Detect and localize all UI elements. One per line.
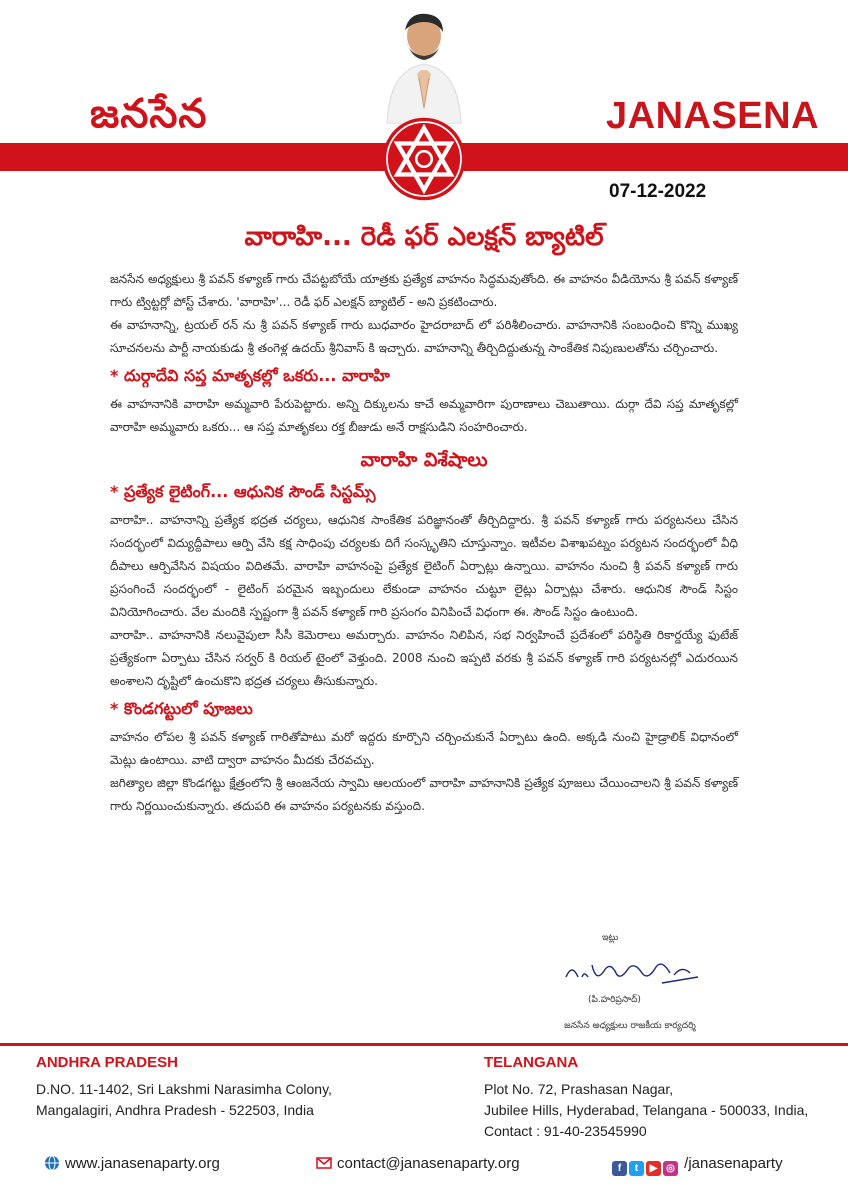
- address-heading-tg: TELANGANA: [484, 1054, 579, 1071]
- section-heading-pooja: * కొండగట్టులో పూజలు: [110, 699, 253, 718]
- address-heading-ap: ANDHRA PRADESH: [36, 1054, 178, 1071]
- letterhead: [0, 0, 848, 215]
- leader-portrait: [377, 8, 471, 124]
- footer-divider: [0, 1043, 848, 1046]
- email-text: contact@janasenaparty.org: [337, 1155, 520, 1172]
- website-link[interactable]: [44, 1155, 220, 1172]
- intro-paragraph-1: జనసేన అధ్యక్షులు శ్రీ పవన్ కళ్యాణ్ గారు చేపట్టబోయే యాత్రకు ప్రత్యేక వాహనం సిద్ధమవుతోంది. ఈ వాహనం వీడియోను శ్రీ పవన్ కళ్యాణ్ గారు ట్విట్టర్లో పోస్ట్ చేశారు. 'వారాహి'... రెడీ ఫర్ ఎలక్షన్ బ్యాటిల్ - అని ప్రకటించారు.: [110, 272, 738, 309]
- lighting-paragraph: వారాహి.. వాహనాన్ని ప్రత్యేక భద్రత చర్యలు, ఆధునిక సాంకేతిక పరిజ్ఞానంతో తీర్చిదిద్దారు. శ్రీ పవన్ కళ్యాణ్ గారు పర్యటనలు చేసిన సందర్భంలో విద్యుద్దీపాలు ఆర్పి వేసి కక్ష సాధింపు చర్యలకు దిగే సంస్కృతిని చూస్తున్నాం. ఇటీవల విశాఖపట్నం పర్యటన సందర్భంలో వీధి దీపాలు ఆర్పివేసిన విషయం విదితమే. వారాహి వాహనంపై ప్రత్యేక లైటింగ్ ఏర్పాట్లు ఉన్నాయి. వాహనం నుంచి శ్రీ పవన్ కళ్యాణ్ గారు ప్రసంగించే సందర్భంలో - లైటింగ్ పరమైన ఇబ్బందులు లేకుండా వాహనం చుట్టూ లైట్లు ఏర్పాట్లు చేశారు. ఆధునిక సౌండ్ సిస్టం వినియోగించారు. వేల మందికి స్పష్టంగా శ్రీ పవన్ కళ్యాణ్ గారి ప్రసంగం వినిపించే విధంగా ఈ. సౌండ్ సిస్టం ఉంటుంది.: [110, 513, 738, 619]
- instagram-icon[interactable]: ◎: [663, 1161, 678, 1176]
- handwritten-signature: [558, 943, 708, 991]
- page-title: వారాహి... రెడీ ఫర్ ఎలక్షన్ బ్యాటిల్: [244, 222, 604, 252]
- website-text: www.janasenaparty.org: [65, 1155, 220, 1172]
- section-heading-varahi: * దుర్గాదేవి సప్త మాతృకల్లో ఒకరు... వారాహి: [110, 366, 390, 385]
- address-line: Jubilee Hills, Hyderabad, Telangana - 500033, India,: [484, 1102, 809, 1118]
- social-handle[interactable]: [612, 1155, 783, 1176]
- kondagattu-paragraph: జగిత్యాల జిల్లా కొండగట్టు క్షేత్రంలోని శ్రీ ఆంజనేయ స్వామి ఆలయంలో వారాహి వాహనానికి ప్రత్యేక పూజలు చేయించాలని శ్రీ పవన్ కళ్యాణ్ గారు నిర్ణయించుకున్నారు. తదుపరి ఈ వాహనం పర్యటనకు వస్తుంది.: [110, 776, 738, 813]
- intro-paragraph-2: ఈ వాహనాన్ని, ట్రయల్ రన్ ను శ్రీ పవన్ కళ్యాణ్ గారు బుధవారం హైదరాబాద్ లో పరిశీలించారు. వాహనానికి సంబంధించి కొన్ని ముఖ్య సూచనలను పార్టీ నాయకుడు శ్రీ తంగెళ్ల ఉదయ్ శ్రీనివాస్ కి ఇచ్చారు. వాహనాన్ని తీర్చిదిద్దుతున్న సాంకేతిక నిపుణులతోను చర్చించారు.: [110, 318, 738, 355]
- section-heading-features: వారాహి విశేషాలు: [360, 449, 488, 471]
- section-heading-lighting: * ప్రత్యేక లైటింగ్... ఆధునిక సౌండ్ సిస్టమ్స్: [110, 482, 376, 501]
- brand-english: JANASENA: [606, 95, 820, 137]
- social-handle-text: /janasenaparty: [684, 1155, 783, 1172]
- header-red-bar-left: [0, 143, 395, 171]
- facebook-icon[interactable]: f: [612, 1161, 627, 1176]
- globe-icon: [44, 1155, 60, 1171]
- closing-text: ఇట్లు: [602, 933, 619, 943]
- vehicle-interior-paragraph: వాహనం లోపల శ్రీ పవన్ కళ్యాణ్ గారితోపాటు మరో ఇద్దరు కూర్చొని చర్చించుకునే ఏర్పాటు ఉంది. అక్కడి నుంచి హైడ్రాలిక్ విధానంలో మెట్లు ఉంటాయి. వాటి ద్వారా వాహనం మీదకు చేరవచ్చు.: [110, 730, 738, 767]
- address-telangana: [484, 1052, 808, 1142]
- header-red-bar-right: [453, 143, 848, 171]
- youtube-icon[interactable]: ▶: [646, 1161, 661, 1176]
- brand-telugu: జనసేన: [90, 90, 208, 137]
- party-emblem-icon: [381, 116, 467, 202]
- address-andhra-pradesh: [36, 1052, 332, 1121]
- address-line: Mangalagiri, Andhra Pradesh - 522503, India: [36, 1102, 314, 1118]
- twitter-icon[interactable]: t: [629, 1161, 644, 1176]
- signatory-name: (పి.హరిప్రసాద్): [588, 995, 641, 1005]
- signatory-designation: జనసేన అధ్యక్షులు రాజకీయ కార్యదర్శి: [564, 1021, 696, 1031]
- press-release-date: 07-12-2022: [609, 181, 707, 202]
- address-line: Plot No. 72, Prashasan Nagar,: [484, 1081, 674, 1097]
- cctv-paragraph: వారాహి.. వాహనానికి నలువైపులా సీసీ కెమెరాలు అమర్చారు. వాహనం నిలిపిన, సభ నిర్వహించే ప్రదేశంలో పరిస్థితి రికార్డయ్యే ఫుటేజ్ ప్రత్యేకంగా ఏర్పాటు చేసిన సర్వర్ కి రియల్ టైంలో వెళ్తుంది. 2008 నుంచి ఇప్పటి వరకు శ్రీ పవన్ కళ్యాణ్ గారి పర్యటనల్లో ఎదురయిన అంశాలని దృష్టిలో ఉంచుకొని భద్రత చర్యలు తీసుకున్నారు.: [110, 628, 738, 688]
- email-link[interactable]: [316, 1155, 520, 1172]
- address-line: D.NO. 11-1402, Sri Lakshmi Narasimha Colony,: [36, 1081, 332, 1097]
- contact-number: Contact : 91-40-23545990: [484, 1123, 647, 1139]
- varahi-paragraph: ఈ వాహనానికి వారాహి అమ్మవారి పేరుపెట్టారు. అన్ని దిక్కులను కాచే అమ్మవారిగా పురాణాలు చెబుతాయి. దుర్గా దేవి సప్త మాతృకల్లో వారాహి అమ్మవారు ఒకరు... ఆ సప్త మాతృకలు రక్త బీజుడు అనే రాక్షసుడిని సంహరించారు.: [110, 397, 738, 434]
- mail-icon: [316, 1155, 332, 1171]
- press-release-body: [110, 268, 738, 818]
